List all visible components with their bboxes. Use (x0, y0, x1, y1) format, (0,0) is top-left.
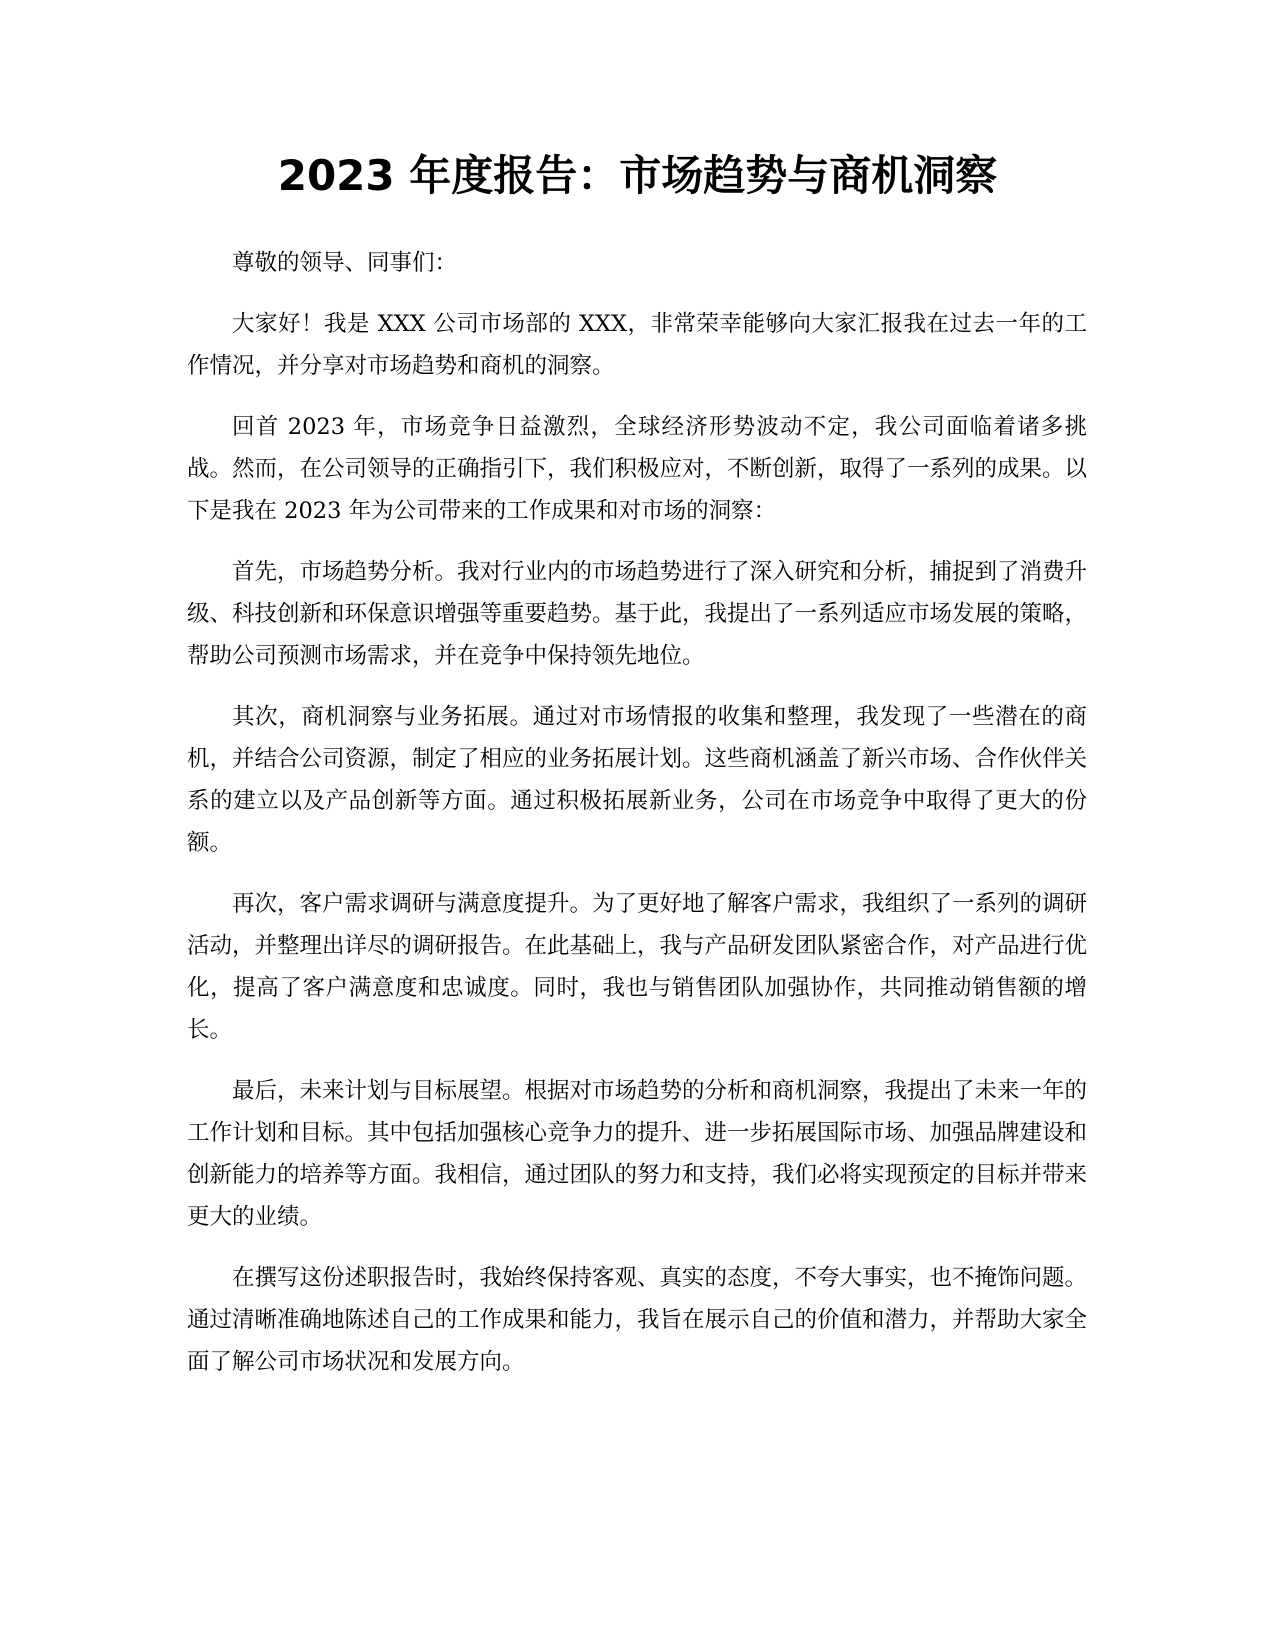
paragraph-closing: 在撰写这份述职报告时，我始终保持客观、真实的态度，不夸大事实，也不掩饰问题。通过清晰准确地陈述自己的工作成果和能力，我旨在展示自己的价值和潜力，并帮助大家全面了解公司市场状况和发展方向。 (187, 1265, 1088, 1375)
paragraph-customer-research: 再次，客户需求调研与满意度提升。为了更好地了解客户需求，我组织了一系列的调研活动，并整理出详尽的调研报告。在此基础上，我与产品研发团队紧密合作，对产品进行优化，提高了客户满意度和忠诚度。同时，我也与销售团队加强协作，共同推动销售额的增长。 (187, 891, 1088, 1043)
paragraph-greeting: 大家好！我是 XXX 公司市场部的 XXX，非常荣幸能够向大家汇报我在过去一年的工作情况，并分享对市场趋势和商机的洞察。 (187, 311, 1087, 379)
paragraph-market-trend-analysis: 首先，市场趋势分析。我对行业内的市场趋势进行了深入研究和分析，捕捉到了消费升级、科技创新和环保意识增强等重要趋势。基于此，我提出了一系列适应市场发展的策略，帮助公司预测市场需求，并在竞争中保持领先地位。 (187, 559, 1088, 669)
paragraph-review-2023: 回首 2023 年，市场竞争日益激烈，全球经济形势波动不定，我公司面临着诸多挑战。然而，在公司领导的正确指引下，我们积极应对，不断创新，取得了一系列的成果。以下是我在 2023 年为公司带来的工作成果和对市场的洞察： (187, 414, 1088, 524)
paragraph-salutation: 尊敬的领导、同事们： (232, 250, 458, 276)
paragraph-future-plan: 最后，未来计划与目标展望。根据对市场趋势的分析和商机洞察，我提出了未来一年的工作计划和目标。其中包括加强核心竞争力的提升、进一步拓展国际市场、加强品牌建设和创新能力的培养等方面。我相信，通过团队的努力和支持，我们必将实现预定的目标并带来更大的业绩。 (187, 1078, 1088, 1230)
document-title: 2023 年度报告：市场趋势与商机洞察 (277, 151, 998, 200)
document-body (187, 242, 1087, 1402)
paragraph-business-opportunity: 其次，商机洞察与业务拓展。通过对市场情报的收集和整理，我发现了一些潜在的商机，并结合公司资源，制定了相应的业务拓展计划。这些商机涵盖了新兴市场、合作伙伴关系的建立以及产品创新等方面。通过积极拓展新业务，公司在市场竞争中取得了更大的份额。 (187, 704, 1088, 856)
